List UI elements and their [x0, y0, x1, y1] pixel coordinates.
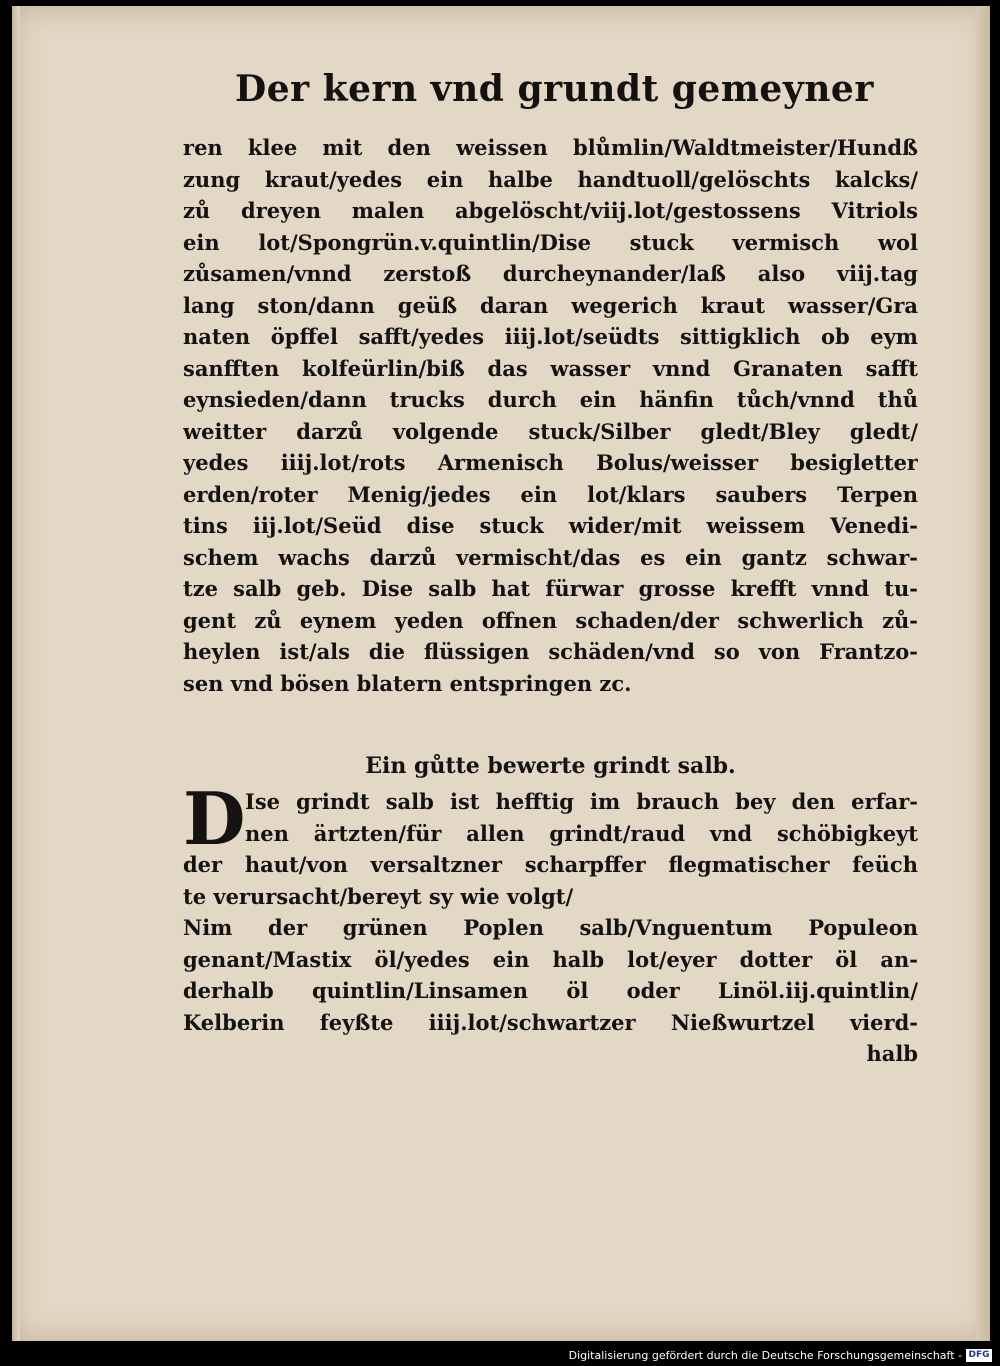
text-line: ein lot/Spongrün.v.quintlin/Dise stuck vermisch wol — [183, 229, 918, 255]
text-line: nen ärtzten/für allen grindt/raud vnd schöbigkeyt — [245, 820, 918, 846]
text-line: tins iij.lot/Seüd dise stuck wider/mit weissem Venedi- — [183, 513, 918, 538]
running-head: Der kern vnd grundt gemeyner — [235, 68, 874, 110]
text-line: eynsieden/dann trucks durch ein hänfin tůch/vnnd thů — [183, 387, 918, 412]
text-line: tze salb geb. Dise salb hat fürwar grosse krefft vnnd tu- — [183, 576, 918, 601]
text-line: der haut/von versaltzner scharpffer flegmatischer feüch — [183, 852, 918, 877]
paragraph-one — [183, 132, 918, 699]
text-line: genant/Mastix öl/yedes ein halb lot/eyer dotter öl an- — [183, 946, 918, 972]
text-line: derhalb quintlin/Linsamen öl oder Linöl.iij.quintlin/ — [183, 978, 918, 1003]
text-line: schem wachs darzů vermischt/das es ein gantz schwar- — [183, 544, 918, 570]
text-line: erden/roter Menig/jedes ein lot/klars saubers Terpen — [183, 481, 918, 507]
text-line: yedes iiij.lot/rots Armenisch Bolus/weisser besigletter — [183, 450, 918, 475]
text-line: weitter darzů volgende stuck/Silber gledt/Bley gledt/ — [183, 418, 918, 444]
text-line: te verursacht/bereyt sy wie volgt/ — [183, 883, 574, 909]
paragraph-two — [183, 776, 918, 1070]
footer-credit: Digitalisierung gefördert durch die Deutsche Forschungsgemeinschaft - — [568, 1349, 962, 1362]
text-line: Kelberin feyßte iiij.lot/schwartzer Nießwurtzel vierd- — [183, 1009, 918, 1035]
decorated-initial: D — [183, 776, 246, 861]
text-line: sen vnd bösen blatern entspringen zc. — [183, 670, 632, 696]
catchword: halb — [866, 1041, 918, 1066]
text-line: ren klee mit den weissen blůmlin/Waldtmeister/Hundß — [183, 135, 918, 160]
text-line: zů dreyen malen abgelöscht/viij.lot/gestossens Vitriols — [183, 198, 918, 223]
text-line: Nim der grünen Poplen salb/Vnguentum Populeon — [183, 915, 918, 940]
section-heading: Ein gůtte bewerte grindt salb. — [365, 753, 736, 779]
text-line: lang ston/dann geüß daran wegerich kraut wasser/Gra — [183, 292, 918, 318]
dfg-logo: DFG — [966, 1349, 992, 1362]
text-line: zůsamen/vnnd zerstoß durcheynander/laß also viij.tag — [183, 261, 918, 286]
page-gutter-edge — [12, 6, 20, 1341]
text-line: naten öpffel safft/yedes iiij.lot/seüdts sittigklich ob eym — [183, 324, 918, 349]
text-line: sanfften kolfeürlin/biß das wasser vnnd Granaten safft — [183, 355, 918, 381]
text-line: zung kraut/yedes ein halbe handtuoll/gelöschts kalcks/ — [183, 166, 918, 192]
text-line: heylen ist/als die flüssigen schäden/vnd so von Frantzo- — [183, 639, 918, 664]
page-outer-edge — [976, 6, 990, 1341]
text-line: gent zů eynem yeden offnen schaden/der schwerlich zů- — [183, 607, 918, 633]
text-line: Ise grindt salb ist hefftig im brauch bey den erfar- — [245, 789, 918, 814]
